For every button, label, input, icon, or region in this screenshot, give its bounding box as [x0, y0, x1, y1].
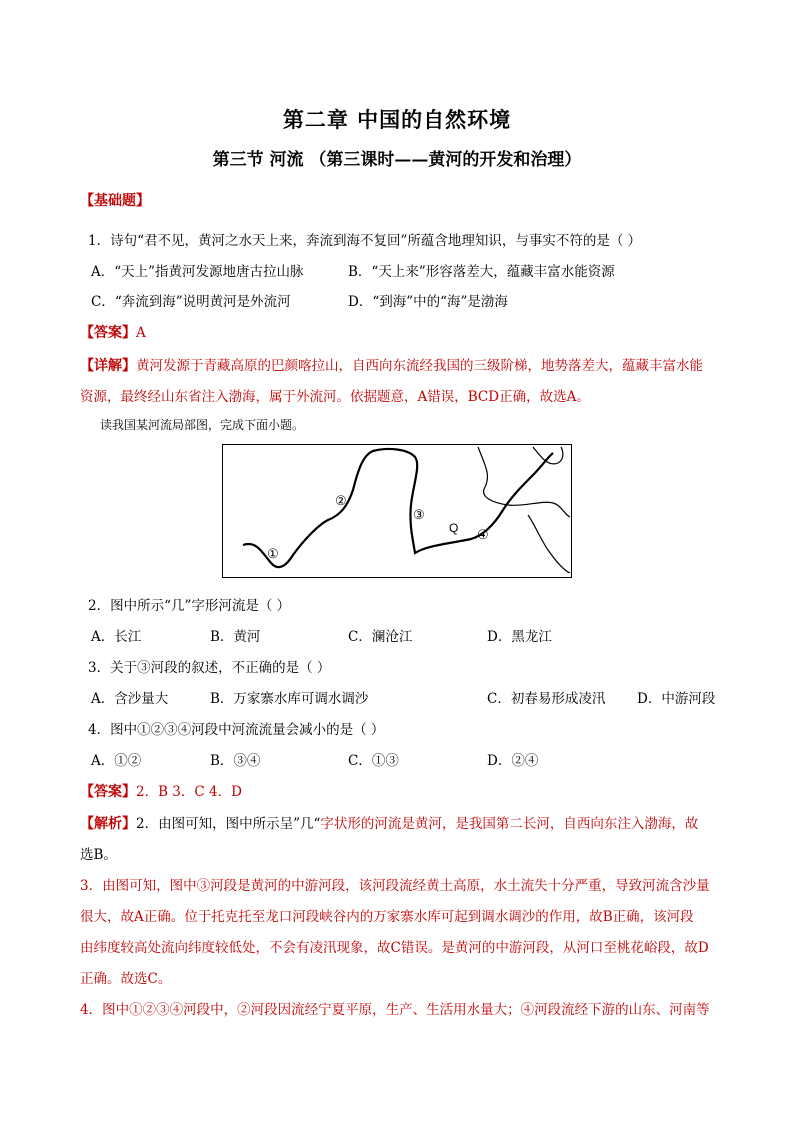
detail-text-1: 黄河发源于青藏高原的巴颜喀拉山，自西向东流经我国的三级阶梯，地势落差大，蕴藏丰富水能 — [136, 358, 703, 374]
analysis-text-7a: 4．图中①②③④河段中，②河段因流经宁夏平原，生产、生活用水量大； — [80, 1002, 521, 1018]
analysis-line-4: 很大，故A正确。位于托克托至龙口河段峡谷内的万家寨水库可起到调水调沙的作用，故B正确，该河段 — [80, 909, 694, 925]
q2-option-a: A．长江 — [91, 629, 142, 645]
label-q: Q — [449, 521, 459, 535]
label-1: ① — [267, 547, 279, 562]
analysis-line-2: 选B。 — [80, 847, 117, 863]
map-caption: 读我国某河流局部图，完成下面小题。 — [100, 418, 305, 432]
q4-option-b: B．③④ — [210, 753, 261, 769]
question-3-stem: 3．关于③河段的叙述，不正确的是（ ） — [88, 660, 331, 676]
label-4: ④ — [477, 528, 489, 543]
river-map-drawing — [223, 445, 570, 576]
analysis-line-6: 正确。故选C。 — [80, 971, 172, 987]
basic-section-tag: 【基础题】 — [80, 193, 150, 209]
label-3: ③ — [413, 508, 425, 523]
answer-value: A — [136, 325, 146, 341]
q2-option-d: D．黑龙江 — [487, 629, 552, 645]
analysis-text-1a: 2．由图可知，图中所示呈”几“ — [136, 816, 321, 832]
q2-option-b: B．黄河 — [210, 629, 261, 645]
q4-option-c: C．①③ — [348, 753, 399, 769]
q1-option-b: B．“天上来”形容落差大，蕴藏丰富水能资源 — [348, 264, 615, 280]
detail-line-2: 资源，最终经山东省注入渤海，属于外流河。依据题意，A错误，BCD正确，故选A。 — [80, 389, 590, 405]
analysis-line-1 — [80, 812, 698, 833]
question-1-stem: 1．诗句“君不见，黄河之水天上来，奔流到海不复回”所蕴含地理知识，与事实不符的是（ ） — [88, 233, 642, 249]
question-2-stem: 2．图中所示“几”字形河流是（ ） — [88, 598, 291, 614]
coast-line — [478, 447, 570, 517]
analysis-text-1b: 字状形的河流是黄河，是我国第二长河，自西向东注入渤海，故 — [320, 816, 699, 832]
q3-option-d: D．中游河段 — [637, 691, 716, 707]
chapter-title: 第二章 中国的自然环境 — [282, 107, 512, 132]
detail-label: 【详解】 — [80, 358, 136, 374]
analysis-label: 【解析】 — [80, 816, 136, 832]
q1-option-d: D．“到海”中的“海”是渤海 — [348, 294, 508, 310]
answer-1 — [80, 322, 146, 342]
q1-option-c: C．“奔流到海”说明黄河是外流河 — [91, 294, 291, 310]
q4-option-a: A．①② — [91, 753, 142, 769]
analysis-line-5: 由纬度较高处流向纬度较低处，不会有凌汛现象，故C错误。是黄河的中游河段，从河口至桃花峪段，故D — [80, 940, 709, 956]
q3-option-b: B．万家寨水库可调水调沙 — [210, 691, 369, 707]
answer-label: 【答案】 — [80, 784, 136, 800]
label-2: ② — [335, 494, 347, 509]
answer-2 — [80, 780, 242, 801]
answer-label: 【答案】 — [80, 325, 136, 341]
q2-option-c: C．澜沧江 — [348, 629, 413, 645]
q3-option-a: A．含沙量大 — [91, 691, 169, 707]
answer-values: 2．B 3．C 4．D — [136, 784, 242, 800]
q4-option-d: D．②④ — [487, 753, 539, 769]
analysis-line-3: 3．由图可知，图中③河段是黄河的中游河段，该河段流经黄土高原，水土流失十分严重，导致河流含沙量 — [80, 878, 710, 894]
bay-shape — [533, 447, 563, 464]
detail-line-1 — [80, 354, 703, 375]
question-4-stem: 4．图中①②③④河段中河流流量会减小的是（ ） — [88, 722, 385, 738]
section-title: 第三节 河流 （第三课时——黄河的开发和治理） — [212, 150, 582, 170]
q3-option-c: C．初春易形成凌汛 — [487, 691, 606, 707]
analysis-text-7b: ④河段流经下游的山东、河南等 — [520, 1002, 710, 1018]
peninsula-outline — [528, 515, 570, 573]
analysis-line-7 — [80, 998, 710, 1018]
q1-option-a: A．“天上”指黄河发源地唐古拉山脉 — [91, 264, 304, 280]
river-map — [222, 444, 572, 578]
river-course — [243, 449, 553, 567]
